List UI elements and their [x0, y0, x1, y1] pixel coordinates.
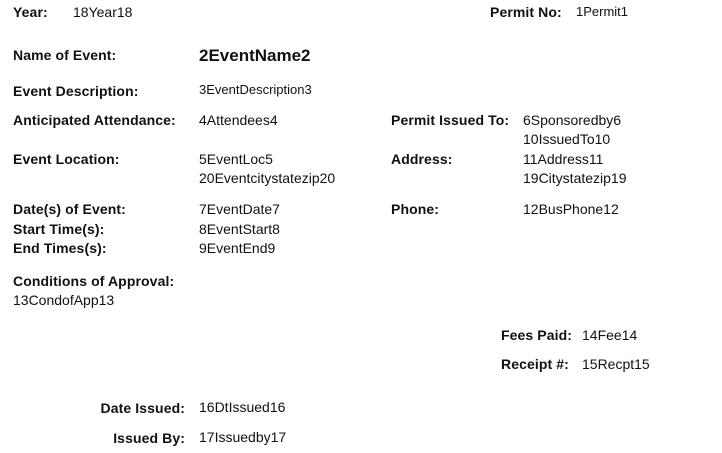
event-location-value: 5EventLoc5 — [199, 151, 273, 167]
event-dates-label: Date(s) of Event: — [13, 201, 126, 217]
event-citystatezip-value: 20Eventcitystatezip20 — [199, 170, 336, 186]
event-name-label: Name of Event: — [13, 47, 117, 63]
event-description-label: Event Description: — [13, 83, 139, 99]
receipt-value: 15Recpt15 — [582, 356, 650, 372]
event-dates-value: 7EventDate7 — [199, 201, 280, 217]
issued-by-label: Issued By: — [113, 430, 185, 446]
date-issued-value: 16DtIssued16 — [199, 399, 286, 415]
year-label: Year: — [13, 4, 48, 20]
permit-number-value: 1Permit1 — [576, 4, 629, 19]
end-time-label: End Times(s): — [13, 240, 107, 256]
issued-to-value: 10IssuedTo10 — [523, 131, 611, 147]
sponsored-by-value: 6Sponsoredby6 — [523, 112, 622, 128]
attendance-value: 4Attendees4 — [199, 112, 278, 128]
permit-issued-to-label: Permit Issued To: — [391, 112, 510, 128]
phone-value: 12BusPhone12 — [523, 201, 619, 217]
address-label: Address: — [391, 151, 453, 167]
end-time-value: 9EventEnd9 — [199, 240, 276, 256]
citystatezip-value: 19Citystatezip19 — [523, 170, 627, 186]
event-description-value: 3EventDescription3 — [199, 82, 312, 97]
fees-paid-label: Fees Paid: — [501, 327, 573, 343]
phone-label: Phone: — [391, 201, 440, 217]
address-value: 11Address11 — [523, 151, 604, 167]
event-name-value: 2EventName2 — [199, 46, 311, 65]
conditions-label: Conditions of Approval: — [13, 273, 175, 289]
receipt-label: Receipt #: — [501, 356, 569, 372]
conditions-value: 13CondofApp13 — [13, 292, 115, 308]
date-issued-label: Date Issued: — [100, 400, 185, 416]
start-time-label: Start Time(s): — [13, 221, 105, 237]
permit-number-label: Permit No: — [490, 4, 562, 20]
fees-paid-value: 14Fee14 — [582, 327, 638, 343]
event-location-label: Event Location: — [13, 151, 120, 167]
issued-by-value: 17Issuedby17 — [199, 429, 287, 445]
attendance-label: Anticipated Attendance: — [13, 112, 176, 128]
year-value: 18Year18 — [73, 4, 133, 20]
start-time-value: 8EventStart8 — [199, 221, 280, 237]
